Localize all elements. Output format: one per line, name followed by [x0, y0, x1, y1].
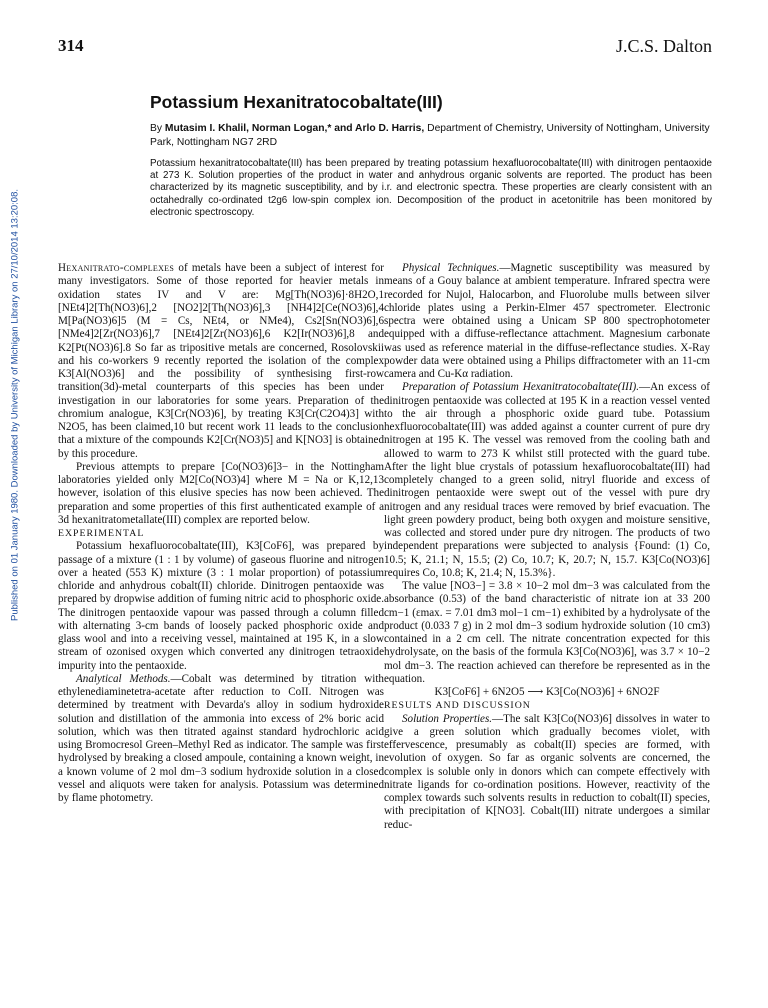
intro-paragraph-2: Previous attempts to prepare [Co(NO3)6]3− in the Nottingham laboratories yielded only M2[Co(NO3)4] where M = Na or K,12,13 however, isolation of this elusive species has now been achieved. The preparation and some properties of this first authenticated example of a 3d hexanitratometallate(III) complex are reported below. — [58, 460, 384, 526]
preparation-text: —An excess of dinitrogen pentaoxide was collected at 195 K in a reaction vessel vented to the air through a phosphoric oxide guard tube. Potassium hexfluorocobaltate(III) was added against a counter current of pure dry nitrogen at 195 K. The vessel was removed from the cooling bath and allowed to warm to 273 K whilst still protected with the guard tube. After the light blue crystals of potassium hexafluorocobaltate(III) had completely changed to a green solid, nitryl fluoride and excess of dinitrogen pentaoxide were swept out of the vessel with pure dry nitrogen and any residual traces were removed by brief evacuation. The light green powdery product, being both oxygen and moisture sensitive, was collected and stored under pure dry nitrogen. The products of two independent preparations were subjected to analysis {Found: (1) Co, 10.5; K, 21.1; N, 15.5; (2) Co, 10.7; K, 20.7; N, 15.7. K3[Co(NO3)6] requires Co, 10.8; K, 21.4; N, 15.3%}. — [384, 381, 710, 579]
intro-lead: Hexanitrato-complexes — [58, 262, 175, 274]
journal-name: J.C.S. Dalton — [615, 36, 712, 56]
intro-text-1: of metals have been a subject of interest for many investigators. Some of those reported for heavier metals in oxidation states IV and V are: Mg[Th(NO3)6]·8H2O,1 [NEt4]2[Th(NO3)6],2 [NO2]2[Th(NO3)6],3 [NH4]2[Ce(NO3)6],4 M[Pa(NO3)6]5 (M = Cs, NEt4, or NMe4), Cs2[Sn(NO3)6],6 [NMe4]2[Zr(NO3)6],7 [NEt4]2[Zr(NO3)6],6 K2[Ir(NO3)6],8 and K2[Pt(NO3)6].8 So far as tripositive metals are concerned, Rosolovskii and his co-workers 9 recently reported the isolation of the complex K3[Al(NO3)6] and the possibility of synthesising first-row transition(3d)-metal counterparts of this species has been under investigation in our laboratories for some years. Preparation of the chromium analogue, K3[Cr(NO3)6], by treating K3[Cr(C2O4)3] with N2O5, has been claimed,10 but recent work 11 leads to the conclusion that a mixture of the compounds K2[Cr(NO3)5] and K[NO3] is obtained by this procedure. — [58, 262, 384, 460]
nitrate-value-paragraph: The value [NO3−] = 3.8 × 10−2 mol dm−3 was calculated from the absorbance (0.53) of the band characteristic of nitrate ion at 33 200 cm−1 (εmax. = 7.01 dm3 mol−1 cm−1) exhibited by a hydrolysate of the product (0.033 7 g) in 2 mol dm−3 sodium hydroxide solution (10 cm3) contained in a 2 cm cell. The nitrate concentration expected for this hydrolysate, on the basis of the formula K3[Co(NO3)6], was 3.7 × 10−2 mol dm−3. The reaction achieved can therefore be represented as in the equation. — [384, 580, 710, 685]
preparation-paragraph — [384, 381, 710, 580]
solution-text: —The salt K3[Co(NO3)6] dissolves in water to give a green solution which gradually becomes violet, with effervescence, presumably as cobalt(II) species are formed, with evolution of oxygen. So far as organic solvents are concerned, the complex is soluble only in donors which can compete effectively with nitrate ligands for co-ordination positions. However, reactivity of the complex towards such solvents results in reduction to cobalt(II) species, with precipitation of K[NO3]. Cobalt(III) nitrate undergoes a similar reduc- — [384, 712, 710, 831]
article-title: Potassium Hexanitratocobaltate(III) — [150, 92, 443, 112]
reaction-equation: K3[CoF6] + 6N2O5 ⟶ K3[Co(NO3)6] + 6NO2F — [434, 686, 660, 698]
preparation-lead: Preparation of Potassium Hexanitratocobaltate(III). — [402, 381, 640, 394]
author-names: Mutasim I. Khalil, Norman Logan,* and Arlo D. Harris, — [164, 123, 425, 134]
experimental-paragraph: Potassium hexafluorocobaltate(III), K3[CoF6], was prepared by passage of a mixture (1 : 1 by volume) of gaseous fluorine and nitrogen over a heated (553 K) mixture (3 : 1 molar proportion) of potassium chloride and anhydrous cobalt(II) chloride. Dinitrogen pentaoxide was prepared by dropwise addition of fuming nitric acid to phosphoric oxide. The dinitrogen pentaoxide vapour was passed through a column filled with alternating 3-cm bands of loosely packed phosphoric oxide and glass wool and into a receiving vessel, maintained at 195 K, in a slow stream of ozonised oxygen which converted any dinitrogen tetraoxide impurity into the pentaoxide. — [58, 540, 384, 672]
analytical-lead: Analytical Methods. — [76, 672, 171, 685]
analytical-paragraph — [58, 673, 384, 806]
affiliation: Department of Chemistry, University of Nottingham, University Park, Nottingham NG7 2RD — [150, 123, 710, 148]
left-column — [58, 262, 384, 805]
physical-paragraph — [384, 262, 710, 381]
results-heading: RESULTS AND DISCUSSION — [384, 700, 531, 712]
download-stamp-text: Published on 01 January 1980. Downloaded by University of Michigan Library on 27/10/2014 13:20:08. — [9, 188, 21, 622]
physical-text: —Magnetic susceptibility was measured by means of a Gouy balance at ambient temperature. Infrared spectra were recorded for Nujol, Halocarbon, and Fluorolube mulls between silver chloride plates using a Perkin-Elmer 457 spectrometer. Electronic spectra were obtained using a Unicam SP 800 spectrophotometer equipped with a diffuse-reflectance attachment. Magnesium carbonate was used as reference material in the diffuse-reflectance studies. X-Ray powder data were obtained using a Philips diffractometer with an 11-cm camera and Cu-Kα radiation. — [384, 262, 710, 380]
intro-paragraph-1 — [58, 262, 384, 461]
page-number: 314 — [58, 36, 84, 55]
experimental-heading: EXPERIMENTAL — [58, 528, 145, 539]
physical-lead: Physical Techniques. — [402, 262, 500, 274]
author-line — [150, 122, 710, 150]
right-column — [384, 262, 710, 832]
solution-lead: Solution Properties. — [402, 712, 493, 725]
solution-paragraph — [384, 713, 710, 832]
analytical-text: —Cobalt was determined by titration with ethylenediaminetetra-acetate after reduction to CoII. Nitrogen was determined by treatment with Devarda's alloy in sodium hydroxide solution and distillation of the ammonia into excess of 2% boric acid solution, which was then titrated against standard hydrochloric acid using Bromocresol Green–Methyl Red as indicator. The sample was first hydrolysed by breaking a closed ampoule, containing a known weight, in a known volume of 2 mol dm−3 sodium hydroxide solution in a closed vessel and aliquots were taken for analysis. Potassium was determined by flame photometry. — [58, 672, 384, 804]
abstract: Potassium hexanitratocobaltate(III) has been prepared by treating potassium hexafluorocobaltate(III) with dinitrogen pentaoxide at 273 K. Solution properties of the product in water and anhydrous organic solvents are reported. The product has been characterized by its magnetic susceptibility, and by i.r. and electronic spectra. These properties are clearly consistent with an octahedrally co-ordinated t2g6 low-spin complex ion. Decomposition of the product in acetonitrile has been monitored by electronic spectroscopy. — [150, 158, 712, 218]
download-stamp — [8, 175, 22, 635]
authors-prefix: By — [150, 123, 165, 134]
